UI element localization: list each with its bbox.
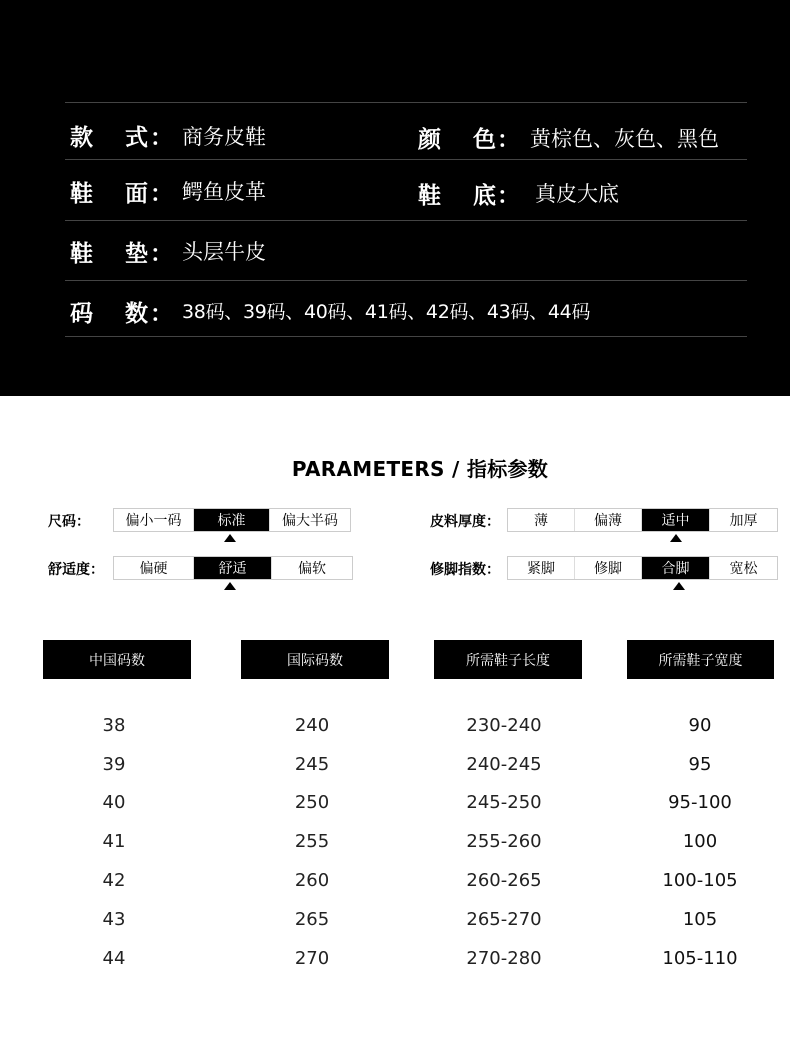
divider [65,102,747,103]
thickness-scale [507,508,778,532]
table-cell: 44 [102,947,126,969]
spec-value-style: 商务皮鞋 [182,125,266,149]
spec-value-sizes: 38码、39码、40码、41码、42码、43码、44码 [182,301,591,323]
spec-label-style: 款 式 [70,125,148,151]
param-label-thickness: 皮料厚度： [430,514,500,530]
table-cell: 105 [682,908,718,930]
table-cell: 38 [102,714,126,736]
size-fit-scale [113,508,351,532]
foot-fit-scale [507,556,778,580]
foot-fit-option-selected: 合脚 [642,557,710,579]
table-cell: 265 [294,908,330,930]
spec-value-insole: 头层牛皮 [182,240,266,264]
spec-colon: ： [497,183,520,209]
spec-colon: ： [150,301,173,327]
table-cell: 260 [294,870,330,892]
thickness-option: 薄 [508,509,575,531]
table-header-width: 所需鞋子宽度 [627,640,774,679]
table-cell: 240-245 [466,753,542,775]
table-cell: 39 [102,753,126,775]
table-header-intl-size: 国际码数 [241,640,389,679]
table-column-width [620,706,780,978]
foot-fit-option: 宽松 [729,561,758,577]
thickness-option: 偏薄 [575,509,642,531]
table-cell: 270-280 [466,947,542,969]
table-cell: 230-240 [466,714,542,736]
comfort-pointer-icon [224,582,236,590]
table-cell: 255 [294,831,330,853]
size-fit-option-selected: 标准 [194,509,270,531]
parameters-title: PARAMETERS / 指标参数 [291,457,549,481]
spec-colon: ： [150,181,173,207]
spec-value-color: 黄棕色、灰色、黑色 [530,127,719,151]
table-cell: 255-260 [466,831,542,853]
divider [65,336,747,337]
spec-value-upper: 鳄鱼皮革 [182,180,266,204]
param-label-comfort: 舒适度： [48,562,104,578]
size-fit-option: 偏大半码 [282,513,338,529]
param-label-size-fit: 尺码： [48,514,90,530]
thickness-pointer-icon [670,534,682,542]
table-cell: 95 [688,753,712,775]
size-fit-pointer-icon [224,534,236,542]
table-cell: 100-105 [662,870,738,892]
size-fit-option: 偏小一码 [114,509,194,531]
spec-colon: ： [150,241,173,267]
spec-colon: ： [497,127,520,153]
spec-label-sizes: 码 数 [70,301,148,327]
table-cell: 250 [294,792,330,814]
table-cell: 95-100 [668,792,732,814]
table-cell: 270 [294,947,330,969]
table-cell: 43 [102,908,126,930]
table-header-length: 所需鞋子长度 [434,640,582,679]
table-cell: 40 [102,792,126,814]
table-cell: 245-250 [466,792,542,814]
spec-label-insole: 鞋 垫 [70,241,148,267]
thickness-option: 加厚 [729,513,758,529]
divider [65,159,747,160]
table-cell: 90 [688,714,712,736]
comfort-scale [113,556,353,580]
divider [65,280,747,281]
comfort-option-selected: 舒适 [194,557,272,579]
thickness-option-selected: 适中 [642,509,710,531]
foot-fit-pointer-icon [673,582,685,590]
table-cell: 240 [294,714,330,736]
spec-panel [0,0,790,396]
comfort-option: 偏软 [298,561,326,577]
table-cell: 260-265 [466,870,542,892]
foot-fit-option: 紧脚 [508,557,575,579]
spec-label-upper: 鞋 面 [70,181,148,207]
spec-value-sole: 真皮大底 [535,182,619,206]
foot-fit-option: 修脚 [575,557,642,579]
spec-label-color: 颜 色 [418,127,496,153]
table-column-intl-size [232,706,392,978]
table-cell: 100 [682,831,718,853]
param-label-foot-fit: 修脚指数： [430,562,500,578]
comfort-option: 偏硬 [114,557,194,579]
table-cell: 105-110 [662,947,738,969]
table-column-length [424,706,584,978]
divider [65,220,747,221]
table-cell: 245 [294,753,330,775]
table-header-cn-size: 中国码数 [43,640,191,679]
spec-colon: ： [150,125,173,151]
table-column-cn-size [34,706,194,978]
table-cell: 42 [102,870,126,892]
table-cell: 41 [102,831,126,853]
table-cell: 265-270 [466,908,542,930]
spec-label-sole: 鞋 底 [418,183,496,209]
